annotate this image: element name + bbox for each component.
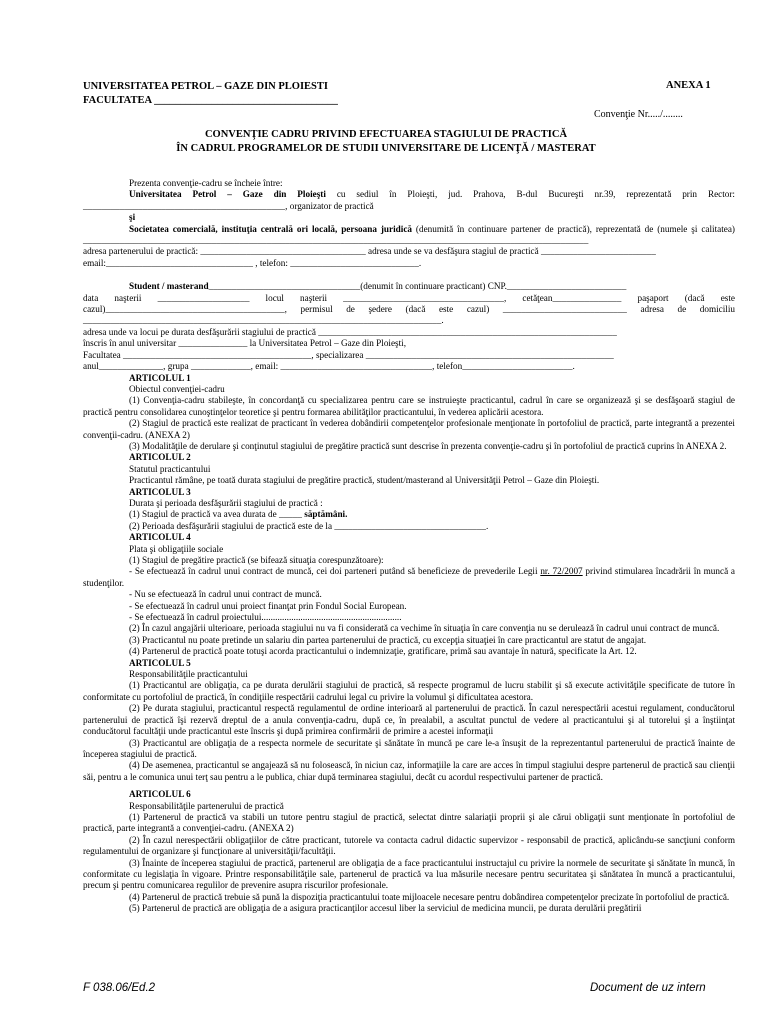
annex-label: ANEXA 1 bbox=[666, 80, 711, 91]
article-3-p1-unit: săptămâni. bbox=[304, 509, 348, 520]
article-6-p3: (3) Înainte de începerea stagiului de practică, partenerul are obligaţia de a face practicantului instructajul cu privire la normele de securitate şi sănătate în muncă, în conformitate cu legislaţia în vigoare. Printre responsabilităţile sale, partenerul de practică va lua măsurile necesare pentru securitatea şi sănătatea în muncă a practicantului, precum şi pentru comunicarea regulilor de prevenire asupra riscurilor profesionale. bbox=[83, 857, 735, 891]
document-type: Document de uz intern bbox=[590, 982, 706, 994]
parties-intro: Prezenta convenţie-cadru se încheie între: bbox=[129, 178, 283, 188]
option-1-rest: privind stimularea încadrării în muncă a studenţilor. bbox=[83, 566, 736, 588]
student-party bbox=[83, 281, 735, 292]
article-6-heading: ARTICOLUL 6 bbox=[129, 789, 191, 800]
article-3-heading: ARTICOLUL 3 bbox=[129, 486, 191, 497]
article-5-p3: (3) Practicantul are obligaţia de a respecta normele de securitate şi sănătate în muncă pe care le-a însuşit de la reprezentantul partenerului de practică înainte de începerea stagiului de practică. bbox=[83, 737, 735, 759]
article-3-p1 bbox=[83, 509, 735, 520]
article-4-p2: (2) În cazul angajării ulterioare, perioada stagiului nu va fi considerată ca vechime în situaţia în care convenţia nu se derulează în cadrul unui contract de muncă. bbox=[129, 623, 720, 634]
law-reference: nr. 72/2007 bbox=[540, 566, 583, 577]
article-6-p4: (4) Partenerul de practică trebuie să pună la dispoziţia practicantului toate mijloacele necesare pentru dobândirea competenţelor precizate în portofoliul de practică. bbox=[129, 891, 730, 902]
document-body bbox=[83, 178, 735, 915]
article-1-heading: ARTICOLUL 1 bbox=[129, 372, 191, 383]
faculty-line: FACULTATEA ___________________________________ bbox=[83, 95, 338, 106]
article-5-p1: (1) Practicantul are obligaţia, ca pe durata derulării stagiului de practică, să respecte programul de lucru stabilit şi să execute activităţile specificate de tutore în conformitate cu portofoliul de practică, în condiţiile respectării cadrului legal cu privire la volumul şi dificultatea acestora. bbox=[83, 680, 735, 702]
article-6-p5: (5) Partenerul de practică are obligaţia de a asigura practicanţilor accesul liber la serviciul de medicina muncii, pe durata derulării pregătirii bbox=[129, 903, 642, 914]
partner-party bbox=[83, 224, 735, 247]
option-1-text: - Se efectuează în cadrul unui contract de muncă, cei doi parteneri putând să beneficieze de prevederile Legii bbox=[129, 566, 541, 577]
student-lodging-line: adresa unde va locui pe durata desfăşurării stagiului de practică _________________________________________________________________ bbox=[83, 326, 617, 337]
student-faculty-line: Facultatea _________________________________________, specializarea ______________________________________________________ bbox=[83, 349, 614, 360]
article-1-p3: (3) Modalităţile de derulare şi conţinutul stagiului de pregătire practică sunt descrise în prezenta convenţie-cadru şi în portofoliul de practică cuprins în ANEXA 2. bbox=[129, 440, 727, 451]
student-label: Student / masterand bbox=[129, 281, 209, 292]
partner-address: adresa partenerului de practică: ____________________________________ adresa unde se va desfăşura stagiul de practică _________________________ bbox=[83, 246, 656, 257]
student-details: _________________________________(denumit în continuare practicant) CNP.__________________________ bbox=[208, 281, 627, 292]
article-6-p2: (2) În cazul nerespectării obligaţiilor de către practicant, tutorele va contacta cadrul didactic supervizor - responsabil de practică, aplicându-se sancţiuni conform regulamentului de organizare şi funcţionare al universităţii/facultăţii. bbox=[83, 834, 735, 857]
article-4-heading: ARTICOLUL 4 bbox=[129, 532, 191, 543]
spacer bbox=[83, 269, 735, 281]
article-4-option-4: - Se efectuează în cadrul proiectului............................................................. bbox=[129, 612, 402, 623]
student-birth-line: data naşterii ____________________ locul naşterii ___________________________________, cetăţean_______________ paşaport (dacă este cazul)_______________________________________, permisul de şedere (dacă este cazul) ___________________________ adresa de domiciliu ______________________________________________________________________________. bbox=[83, 292, 735, 326]
article-1-p1: (1) Convenţia-cadru stabileşte, în concordanţă cu specializarea pentru care se instruieşte practicantul, cadrul în care se organizează şi se desfăşoară stagiul de practică pentru consolidarea cunoştinţelor teoretice şi pentru formarea abilităţilor practicantului, în vederea aplicării acestora. bbox=[83, 395, 735, 417]
header-left bbox=[83, 80, 338, 108]
article-5-subtitle: Responsabilităţile practicantului bbox=[129, 669, 248, 680]
student-year-line: anul______________, grupa _____________, email: _________________________________, telefon________________________. bbox=[83, 361, 575, 372]
university-party-name: Universitatea Petrol – Gaze din Ploieşti bbox=[129, 189, 326, 200]
article-4-p3: (3) Practicantul nu poate pretinde un salariu din partea partenerului de practică, cu excepţia situaţiei în care practicantul are statut de angajat. bbox=[129, 634, 647, 645]
article-5-heading: ARTICOLUL 5 bbox=[129, 657, 191, 668]
article-3-subtitle: Durata şi perioada desfăşurării stagiului de practică : bbox=[129, 497, 323, 508]
article-4-option-3: - Se efectuează în cadrul unui proiect finanţat prin Fondul Social European. bbox=[129, 600, 407, 611]
article-4-subtitle: Plata şi obligaţiile sociale bbox=[129, 543, 224, 554]
article-3-p2: (2) Perioada desfăşurării stagiului de practică este de la _________________________________. bbox=[129, 520, 489, 531]
partner-party-name: Societatea comercială, instituţia centrală ori locală, persoana juridică bbox=[129, 223, 412, 234]
article-6-p1: (1) Partenerul de practică va stabili un tutore pentru stagiul de practică, selectat dintre salariaţii proprii şi ale cărui obligaţii sunt menţionate în portofoliul de practică, parte integrantă a convenţiei-cadru. (ANEXA 2) bbox=[83, 811, 735, 834]
partner-contact: email:________________________________ , telefon: ____________________________. bbox=[83, 257, 422, 268]
university-party-details: cu sediul în Ploieşti, jud. Prahova, B-dul Bucureşti nr.39, reprezentată prin Rector: ____________________________________________, organizator de practică bbox=[83, 189, 735, 211]
article-5-p2: (2) Pe durata stagiului, practicantul respectă regulamentul de ordine interioară al partenerului de practică. În cazul nerespectării acestui regulament, conducătorul partenerului de practică îşi rezervă dreptul de a anula convenţia-cadru, după ce, în prealabil, a ascultat punctul de vedere al practicantului şi al tutorelui şi a înştiinţat conducătorul facultăţii unde practicantul este înscris şi după primirea confirmării de primire a acestei informaţii bbox=[83, 703, 735, 737]
article-5-p4: (4) De asemenea, practicantul se angajează să nu folosească, în niciun caz, informaţiile la care are acces în timpul stagiului despre partenerul de practică sau clienţii săi, pentru a le comunica unui terţ sau pentru a le publica, chiar după terminarea stagiului, decât cu acordul respectivului partener de practică. bbox=[83, 760, 735, 782]
document-title-line1: CONVENŢIE CADRU PRIVIND EFECTUAREA STAGIULUI DE PRACTICĂ bbox=[204, 129, 568, 140]
article-2-p1: Practicantul rămâne, pe toată durata stagiului de pregătire practică, student/masterand al Universităţii Petrol – Gaze din Ploieşti. bbox=[129, 475, 600, 486]
article-2-heading: ARTICOLUL 2 bbox=[129, 452, 191, 463]
article-1-subtitle: Obiectul convenţiei-cadru bbox=[129, 383, 225, 394]
article-4-p4: (4) Partenerul de practică poate totuşi acorda practicantului o indemnizaţie, gratificare, primă sau avantaje în natură, specificate la Art. 12. bbox=[129, 646, 637, 657]
convention-number: Convenţie Nr...../........ bbox=[594, 109, 683, 120]
university-party bbox=[83, 189, 735, 212]
student-enrolled-line: înscris în anul universitar _______________ la Universitatea Petrol – Gaze din Ploieşti, bbox=[83, 338, 407, 349]
article-4-option-2: - Nu se efectuează în cadrul unui contract de muncă. bbox=[129, 589, 322, 600]
form-code: F 038.06/Ed.2 bbox=[83, 982, 156, 994]
document-title-line2: ÎN CADRUL PROGRAMELOR DE STUDII UNIVERSITARE DE LICENŢĂ / MASTERAT bbox=[176, 143, 596, 154]
article-6-subtitle: Responsabilităţile partenerului de practică bbox=[129, 800, 284, 811]
article-4-p1: (1) Stagiul de pregătire practică (se bifează situaţia corespunzătoare): bbox=[129, 555, 384, 565]
article-3-p1-text: (1) Stagiul de practică va avea durata de _____ bbox=[129, 509, 305, 520]
university-name: UNIVERSITATEA PETROL – GAZE DIN PLOIESTI bbox=[83, 81, 328, 92]
article-1-p2: (2) Stagiul de practică este realizat de practicant în vederea dobândirii competenţelor profesionale menţionate în portofoliul de practică, parte integrantă a prezentei convenţii-cadru. (ANEXA 2) bbox=[83, 418, 735, 440]
article-4-option-1 bbox=[83, 566, 735, 589]
and-word: şi bbox=[129, 212, 136, 223]
partner-party-details: (denumită în continuare partener de practică), reprezentată de (numele şi calitatea) ______________________________________________________________________________________________________________ bbox=[83, 223, 735, 246]
article-2-subtitle: Statutul practicantului bbox=[129, 463, 211, 474]
